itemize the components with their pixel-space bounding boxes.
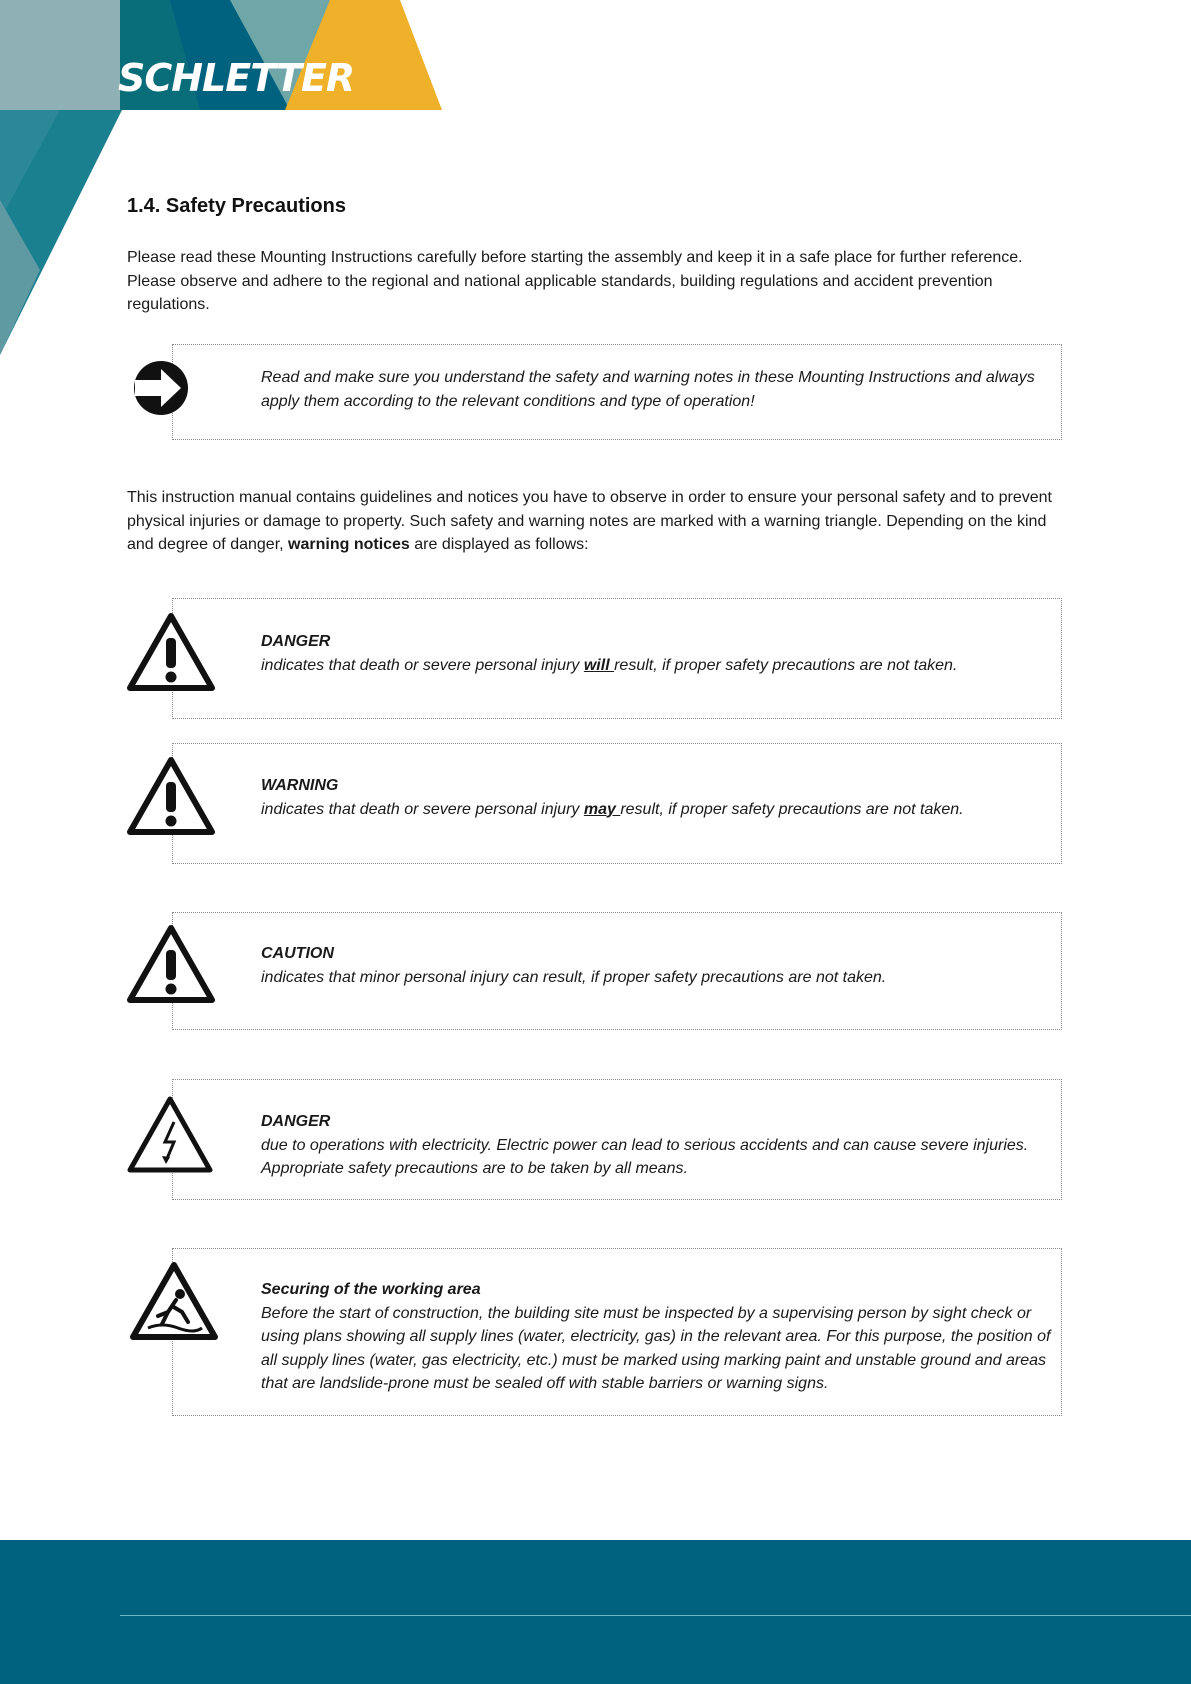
notice-title: DANGER (261, 1113, 331, 1130)
electricity-triangle-icon (126, 1094, 214, 1174)
notice-text-post: result, if proper safety precautions are not taken. (614, 656, 958, 674)
notice-text-caution (261, 942, 1051, 989)
exclamation-triangle-icon (126, 756, 216, 836)
note-text: Read and make sure you understand the safety and warning notes in these Mounting Instructions and always apply them according to the relevant conditions and type of operation! (261, 369, 1035, 410)
brand-logo: SCHLETTER (118, 56, 355, 100)
notice-body: due to operations with electricity. Electric power can lead to serious accidents and can cause severe injuries. Appropriate safety precautions are to be taken by all means. (261, 1136, 1029, 1177)
exclamation-triangle-icon (126, 924, 216, 1004)
notice-title: WARNING (261, 777, 339, 794)
section-title: 1.4. Safety Precautions (127, 195, 346, 217)
manual-text-before: This instruction manual contains guidelines and notices you have to observe in order to ensure your personal safety and to prevent physical injuries or damage to property. Such safety and warning notes are marked with a warning triangle. Depending on the kind and degree of danger, (127, 489, 1052, 553)
notice-title: Securing of the working area (261, 1281, 481, 1298)
footer-divider (120, 1615, 1191, 1616)
falling-person-triangle-icon (128, 1260, 220, 1342)
page-footer (0, 1540, 1191, 1684)
notice-text-pre: indicates that death or severe personal injury (261, 656, 584, 674)
notice-text-danger (261, 630, 1051, 677)
notice-emphasis: may (583, 800, 621, 818)
notice-text-post: result, if proper safety precautions are not taken. (620, 800, 964, 818)
notice-title: DANGER (261, 633, 331, 650)
notice-title: CAUTION (261, 945, 334, 962)
notice-body: indicates that minor personal injury can result, if proper safety precautions are not taken. (261, 968, 887, 986)
notice-text-electricity (261, 1110, 1051, 1181)
notice-text-working-area (261, 1278, 1051, 1396)
intro-paragraph: Please read these Mounting Instructions carefully before starting the assembly and keep it in a safe place for further reference. Please observe and adhere to the regional and national applicable standards, building regulations and accident prevention regulations. (127, 249, 1023, 313)
manual-bold: warning notices (288, 536, 410, 553)
exclamation-triangle-icon (126, 612, 216, 692)
notice-body: Before the start of construction, the building site must be inspected by a supervising person by sight check or using plans showing all supply lines (water, electricity, gas) in the relevant area. For this purpose, the position of all supply lines (water, gas electricity, etc.) must be marked using marking paint and unstable ground and areas that are landslide-prone must be sealed off with stable barriers or warning signs. (261, 1304, 1051, 1392)
notice-text-warning (261, 774, 1051, 821)
manual-paragraph (127, 486, 1057, 557)
notice-emphasis: will (583, 656, 615, 674)
notice-text-pre: indicates that death or severe personal injury (261, 800, 584, 818)
arrow-right-circle-icon (133, 360, 189, 416)
manual-text-after: are displayed as follows: (409, 536, 589, 553)
